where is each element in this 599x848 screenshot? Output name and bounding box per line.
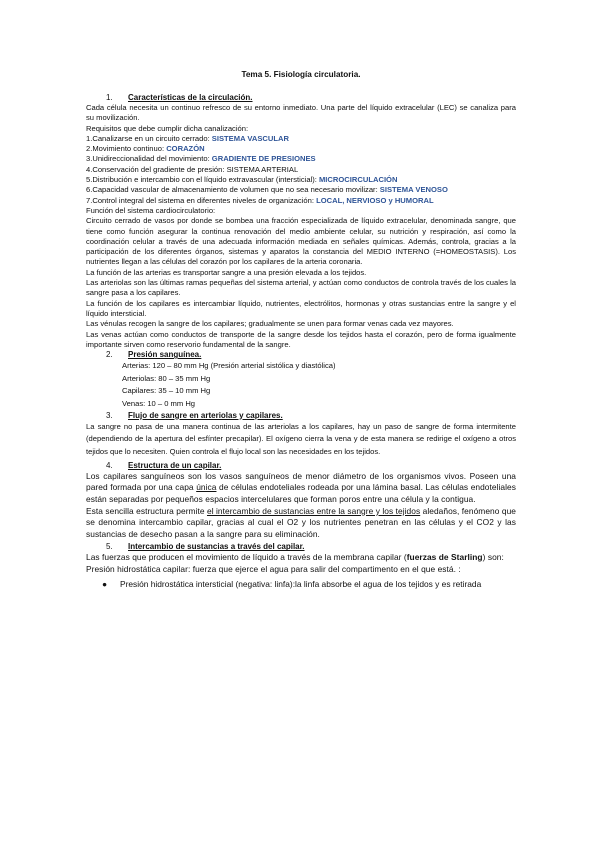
bullet-icon: ● (102, 578, 108, 589)
section-number: 5. (106, 542, 113, 552)
pressure-item: Arteriolas: 80 – 35 mm Hg (122, 373, 211, 383)
pressure-item: Capilares: 35 – 10 mm Hg (122, 386, 211, 396)
requirements-title: Requisitos que debe cumplir dicha canalización: (86, 123, 249, 133)
paragraph-hidrostatica: Presión hidrostática capilar: fuerza que ejerce el agua para salir del compartimento en el que está. : (86, 564, 461, 575)
section-5-heading (86, 542, 516, 552)
paragraph-estructura: Los capilares sanguíneos son los vasos sanguíneos de menor diámetro de los organismos vivos. Poseen una pared formada por una capa única de células endoteliales rodeada por una lámina basal. Las células endoteliales están separadas por pequeños espacios intercelulares que forman poros entre una célula y la contigua. (86, 470, 516, 505)
section-number: 2. (106, 350, 113, 360)
paragraph-arterias: La función de las arterias es transportar sangre a una presión elevada a los tejidos. (86, 267, 367, 277)
paragraph-fuerzas: Las fuerzas que producen el movimiento de líquido a través de la membrana capilar (fuerzas de Starling) son: (86, 552, 504, 563)
requirement-item: 4.Conservación del gradiente de presión: SISTEMA ARTERIAL (86, 164, 299, 174)
requirement-item: 1.Canalizarse en un circuito cerrado: SISTEMA VASCULAR (86, 133, 290, 143)
section-2-heading (86, 350, 516, 360)
document-title: Tema 5. Fisiología circulatoria. (241, 70, 361, 79)
requirement-item: 5.Distribución e intercambio con el líquido extravascular (intersticial): MICROCIRCULACIÓN (86, 175, 398, 185)
section-number: 3. (106, 410, 113, 420)
section-title: Flujo de sangre en arteriolas y capilares. (128, 410, 283, 420)
paragraph-circuito: Circuito cerrado de vasos por donde se bombea una fracción especializada de líquido extracelular, denominada sangre, que tiene como función asegurar la continua renovación del medio ambiente celular, su nutrición y respiración, así como la coordinación celular a través de una adecuada información mediada en señales químicas. Además, controla, gracias a la participación de los diferentes órganos, sistemas y aparatos la constancia del MEDIO INTERNO (=HOMEOSTASIS). Los nutrientes llegan a las células del corazón por los capilares de la arteria coronaria. (86, 216, 516, 267)
list-item-text: Presión hidrostática intersticial (negativa: linfa):la linfa absorbe el agua de los tejidos y es retirada (120, 578, 482, 589)
paragraph-venulas: Las vénulas recogen la sangre de los capilares; gradualmente se unen para formar venas cada vez mayores. (86, 319, 454, 329)
requirement-item: 2.Movimiento continuo: CORAZÓN (86, 144, 205, 154)
requirement-item: 6.Capacidad vascular de almacenamiento de volumen que no sea necesario movilizar: SISTEMA VENOSO (86, 185, 448, 195)
section-number: 4. (106, 460, 113, 470)
paragraph-flujo: La sangre no pasa de una manera continua de las arteriolas a los capilares, hay un paso de sangre de forma intermitente (dependiendo de la apertura del esfínter precapilar). El oxígeno cierra la vena y de esta manera se redirige el oxígeno a otros tejidos que lo necesiten. Quien controla el flujo local son las necesidades en los tejidos. (86, 421, 516, 457)
list-item (86, 579, 516, 591)
section-title: Características de la circulación. (128, 93, 253, 102)
section-title: Estructura de un capilar. (128, 460, 222, 470)
pressure-item: Arterias: 120 – 80 mm Hg (Presión arterial sistólica y diastólica) (122, 361, 336, 371)
requirement-item: 7.Control integral del sistema en diferentes niveles de organización: LOCAL, NERVIOSO y HUMORAL (86, 195, 434, 205)
paragraph-intro: Cada célula necesita un continuo refresco de su entorno inmediato. Una parte del líquido extracelular (LEC) se canaliza para su movilización. (86, 103, 516, 123)
paragraph-intercambio: Esta sencilla estructura permite el intercambio de sustancias entre la sangre y los tejidos aledaños, fenómeno que se denomina intercambio capilar, gracias al cual el O2 y los nutrientes penetran en las células y el CO2 y las sustancias de desecho pasan a la sangre para su eliminación. (86, 505, 516, 539)
section-title: Intercambio de sustancias a través del capilar. (128, 542, 305, 552)
section-3-heading (86, 411, 516, 421)
paragraph-capilares: La función de los capilares es intercambiar líquido, nutrientes, electrólitos, hormonas y otras sustancias entre la sangre y el líquido intersticial. (86, 298, 516, 318)
document-page (86, 70, 516, 590)
function-title: Función del sistema cardiocirculatorio: (86, 205, 216, 215)
pressure-item: Venas: 10 – 0 mm Hg (122, 398, 196, 408)
paragraph-venas: Las venas actúan como conductos de transporte de la sangre desde los tejidos hasta el corazón, pero de forma igualmente importante sirven como reservorio fundamental de la sangre. (86, 329, 516, 349)
section-number: 1. (106, 93, 113, 102)
section-1-heading (86, 93, 516, 103)
section-title: Presión sanguínea. (128, 350, 202, 360)
paragraph-arteriolas: Las arteriolas son las últimas ramas pequeñas del sistema arterial, y actúan como conductos de controla través de los cuales la sangre pasa a los capilares. (86, 278, 516, 298)
requirement-item: 3.Unidireccionalidad del movimiento: GRADIENTE DE PRESIONES (86, 154, 316, 164)
section-4-heading (86, 461, 516, 471)
